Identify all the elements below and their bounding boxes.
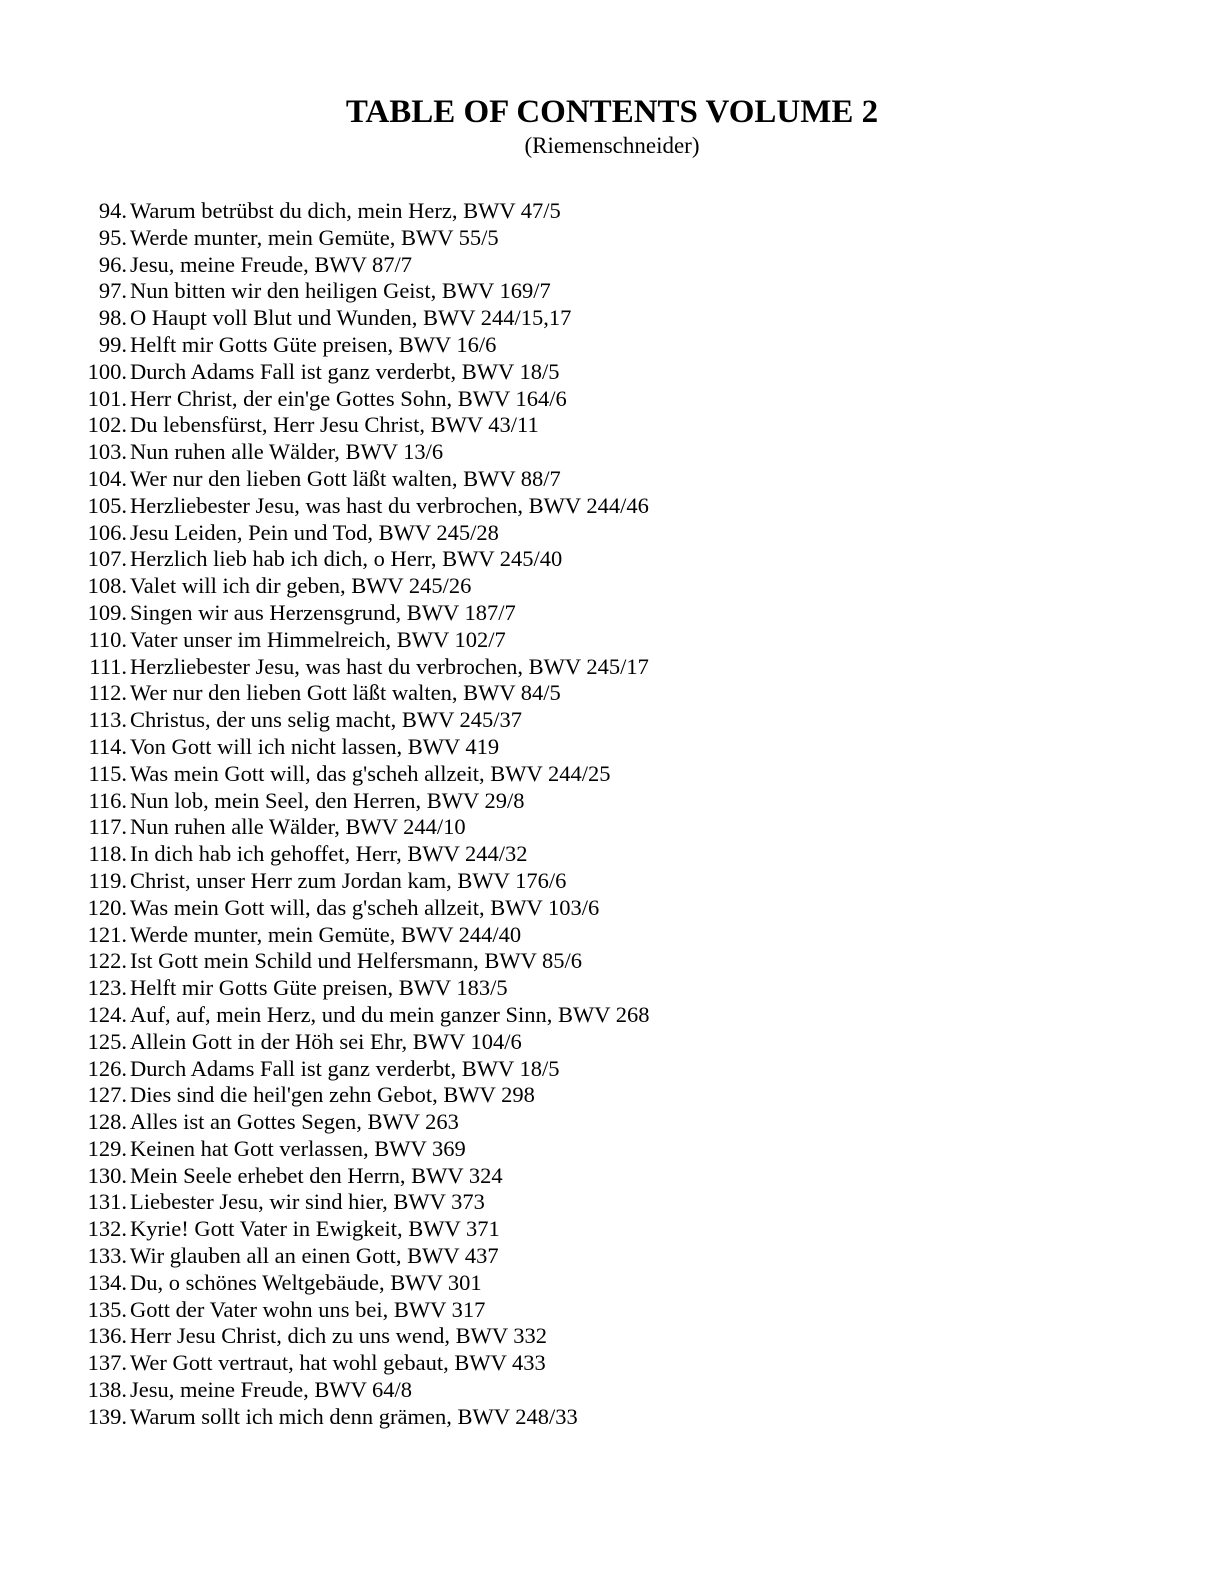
toc-entry-title: Christus, der uns selig macht, BWV 245/37 xyxy=(130,707,523,733)
toc-entry xyxy=(0,1323,1224,1350)
toc-entry-number: 119. xyxy=(88,867,127,893)
toc-entry-number: 108. xyxy=(87,573,127,599)
page-title: TABLE OF CONTENTS VOLUME 2 xyxy=(345,94,879,130)
toc-entry xyxy=(0,707,1224,734)
toc-entry xyxy=(0,1297,1224,1324)
toc-entry xyxy=(0,1029,1224,1056)
toc-entry-number: 117. xyxy=(88,814,127,840)
toc-entry xyxy=(0,1109,1224,1136)
toc-entry-number: 121. xyxy=(87,921,127,947)
toc-entry xyxy=(0,359,1224,386)
toc-entry-number: 107. xyxy=(87,546,127,572)
toc-entry-title: Mein Seele erhebet den Herrn, BWV 324 xyxy=(130,1162,503,1188)
toc-entry-number: 131. xyxy=(87,1189,127,1215)
toc-entry xyxy=(0,975,1224,1002)
toc-entry xyxy=(0,761,1224,788)
toc-entry-title: Wir glauben all an einen Gott, BWV 437 xyxy=(130,1243,499,1269)
toc-entry-title: Jesu, meine Freude, BWV 87/7 xyxy=(130,251,413,277)
toc-entry-title: Kyrie! Gott Vater in Ewigkeit, BWV 371 xyxy=(130,1216,500,1242)
toc-entry-title: Alles ist an Gottes Segen, BWV 263 xyxy=(130,1109,459,1135)
toc-entry xyxy=(0,278,1224,305)
toc-entry-number: 137. xyxy=(87,1350,127,1376)
toc-entry xyxy=(0,1082,1224,1109)
toc-entry xyxy=(0,680,1224,707)
toc-entry-title: Was mein Gott will, das g'scheh allzeit, BWV 103/6 xyxy=(130,894,600,920)
toc-entry xyxy=(0,922,1224,949)
toc-entry-number: 122. xyxy=(87,948,127,974)
toc-entry-number: 135. xyxy=(87,1296,127,1322)
toc-entry-title: Warum betrübst du dich, mein Herz, BWV 47/5 xyxy=(130,198,561,223)
toc-entry-number: 123. xyxy=(87,975,127,1001)
toc-entry xyxy=(0,654,1224,681)
toc-entry-number: 100. xyxy=(87,358,127,384)
toc-entry xyxy=(0,814,1224,841)
toc-entry-title: Durch Adams Fall ist ganz verderbt, BWV 18/5 xyxy=(130,358,560,384)
toc-entry-title: Valet will ich dir geben, BWV 245/26 xyxy=(130,573,472,599)
toc-entry-number: 101. xyxy=(87,385,127,411)
toc-entry-number: 138. xyxy=(87,1377,127,1403)
toc-entry xyxy=(0,1136,1224,1163)
toc-entry xyxy=(0,1163,1224,1190)
toc-entry-number: 133. xyxy=(87,1243,127,1269)
toc-entry-number: 136. xyxy=(87,1323,127,1349)
toc-entry xyxy=(0,841,1224,868)
toc-entry-title: Nun bitten wir den heiligen Geist, BWV 169/7 xyxy=(130,278,551,304)
toc-entry-title: Werde munter, mein Gemüte, BWV 55/5 xyxy=(130,224,499,250)
toc-entry-title: Herr Jesu Christ, dich zu uns wend, BWV 332 xyxy=(130,1323,548,1349)
toc-entry-title: Wer nur den lieben Gott läßt walten, BWV 88/7 xyxy=(130,465,561,491)
toc-entry xyxy=(0,386,1224,413)
toc-entry-number: 118. xyxy=(88,841,127,867)
toc-entry-title: Herzliebester Jesu, was hast du verbrochen, BWV 245/17 xyxy=(130,653,649,679)
toc-entry-number: 115. xyxy=(88,760,127,786)
toc-entry xyxy=(0,1243,1224,1270)
toc-entry-number: 96. xyxy=(98,251,127,277)
toc-entry xyxy=(0,546,1224,573)
toc-entry-title: Allein Gott in der Höh sei Ehr, BWV 104/6 xyxy=(130,1028,522,1054)
toc-entry xyxy=(0,1216,1224,1243)
toc-entry xyxy=(0,520,1224,547)
toc-entry-number: 130. xyxy=(87,1162,127,1188)
toc-entry-title: Nun ruhen alle Wälder, BWV 13/6 xyxy=(130,439,444,465)
toc-entry xyxy=(0,225,1224,252)
document-header xyxy=(0,92,1224,160)
toc-entry-title: Vater unser im Himmelreich, BWV 102/7 xyxy=(130,626,506,652)
toc-entry-number: 139. xyxy=(87,1403,127,1429)
toc-entry xyxy=(0,305,1224,332)
toc-entry xyxy=(0,466,1224,493)
toc-entry-title: Dies sind die heil'gen zehn Gebot, BWV 298 xyxy=(130,1082,535,1108)
toc-entry xyxy=(0,412,1224,439)
toc-entry xyxy=(0,332,1224,359)
toc-entry-number: 103. xyxy=(87,439,127,465)
toc-entry-number: 98. xyxy=(98,305,127,331)
toc-entry xyxy=(0,948,1224,975)
toc-entry-title: Liebester Jesu, wir sind hier, BWV 373 xyxy=(130,1189,485,1215)
toc-entry-number: 94. xyxy=(98,198,127,223)
toc-entry-title: Durch Adams Fall ist ganz verderbt, BWV 18/5 xyxy=(130,1055,560,1081)
page-subtitle: (Riemenschneider) xyxy=(524,133,700,158)
toc-entry-number: 124. xyxy=(87,1001,127,1027)
toc-entry-title: Helft mir Gotts Güte preisen, BWV 183/5 xyxy=(130,975,508,1001)
toc-entry-number: 126. xyxy=(87,1055,127,1081)
toc-entry xyxy=(0,198,1224,225)
toc-entry xyxy=(0,734,1224,761)
toc-entry-title: Singen wir aus Herzensgrund, BWV 187/7 xyxy=(130,599,516,625)
toc-entry-title: Werde munter, mein Gemüte, BWV 244/40 xyxy=(130,921,522,947)
toc-entry-number: 129. xyxy=(87,1135,127,1161)
toc-entry-number: 95. xyxy=(98,224,127,250)
toc-entry-title: Gott der Vater wohn uns bei, BWV 317 xyxy=(130,1296,486,1322)
toc-entry-number: 106. xyxy=(87,519,127,545)
toc-entry-number: 112. xyxy=(88,680,127,706)
toc-entry-number: 105. xyxy=(87,492,127,518)
toc-entry-title: Herzliebester Jesu, was hast du verbrochen, BWV 244/46 xyxy=(130,492,649,518)
toc-entry xyxy=(0,1404,1224,1431)
toc-entry xyxy=(0,1056,1224,1083)
toc-entry-number: 127. xyxy=(87,1082,127,1108)
toc-entry xyxy=(0,493,1224,520)
toc-entry-number: 110. xyxy=(88,626,127,652)
toc-entry-number: 116. xyxy=(88,787,127,813)
toc-entry-number: 104. xyxy=(87,465,127,491)
toc-entry-title: Herr Christ, der ein'ge Gottes Sohn, BWV 164/6 xyxy=(130,385,567,411)
toc-entry xyxy=(0,1270,1224,1297)
toc-entry-title: Auf, auf, mein Herz, und du mein ganzer Sinn, BWV 268 xyxy=(130,1001,650,1027)
toc-entry-number: 132. xyxy=(87,1216,127,1242)
toc-entry-number: 128. xyxy=(87,1109,127,1135)
toc-entry-number: 99. xyxy=(98,331,127,357)
toc-entry-title: Was mein Gott will, das g'scheh allzeit, BWV 244/25 xyxy=(130,760,611,786)
toc-entry-number: 97. xyxy=(98,278,127,304)
toc-entry-number: 113. xyxy=(88,707,127,733)
toc-entry-title: O Haupt voll Blut und Wunden, BWV 244/15,17 xyxy=(130,305,572,331)
toc-entry xyxy=(0,788,1224,815)
toc-entry xyxy=(0,1350,1224,1377)
toc-entry-title: Warum sollt ich mich denn grämen, BWV 248/33 xyxy=(130,1403,578,1429)
toc-entry-title: In dich hab ich gehoffet, Herr, BWV 244/32 xyxy=(130,841,528,867)
toc-entry-title: Wer Gott vertraut, hat wohl gebaut, BWV 433 xyxy=(130,1350,546,1376)
toc-entry-number: 125. xyxy=(87,1028,127,1054)
toc-entry-title: Von Gott will ich nicht lassen, BWV 419 xyxy=(130,733,500,759)
toc-entry-title: Du, o schönes Weltgebäude, BWV 301 xyxy=(130,1269,482,1295)
toc-entry xyxy=(0,439,1224,466)
toc-entry xyxy=(0,1002,1224,1029)
toc-entry-title: Jesu, meine Freude, BWV 64/8 xyxy=(130,1377,413,1403)
toc-entry-title: Helft mir Gotts Güte preisen, BWV 16/6 xyxy=(130,331,497,357)
toc-entry-title: Du lebensfürst, Herr Jesu Christ, BWV 43/11 xyxy=(130,412,539,438)
toc-entry-title: Herzlich lieb hab ich dich, o Herr, BWV 245/40 xyxy=(130,546,563,572)
toc-entry-number: 111. xyxy=(89,653,127,679)
toc-entry xyxy=(0,868,1224,895)
toc-entry-number: 120. xyxy=(87,894,127,920)
toc-entry-number: 134. xyxy=(87,1269,127,1295)
toc-entry-title: Nun lob, mein Seel, den Herren, BWV 29/8 xyxy=(130,787,525,813)
toc-entry-number: 114. xyxy=(88,733,127,759)
toc-entry xyxy=(0,600,1224,627)
toc-entry-title: Wer nur den lieben Gott läßt walten, BWV 84/5 xyxy=(130,680,561,706)
toc-entry-title: Nun ruhen alle Wälder, BWV 244/10 xyxy=(130,814,466,840)
toc-entry xyxy=(0,252,1224,279)
toc-entry-title: Christ, unser Herr zum Jordan kam, BWV 176/6 xyxy=(130,867,567,893)
toc-entry-number: 102. xyxy=(87,412,127,438)
toc-entry xyxy=(0,627,1224,654)
toc-entry-title: Keinen hat Gott verlassen, BWV 369 xyxy=(130,1135,466,1161)
toc-entry-number: 109. xyxy=(87,599,127,625)
toc-entry-title: Jesu Leiden, Pein und Tod, BWV 245/28 xyxy=(130,519,499,545)
toc-entry xyxy=(0,573,1224,600)
table-of-contents-list xyxy=(0,198,1224,1431)
toc-entry xyxy=(0,895,1224,922)
toc-entry-title: Ist Gott mein Schild und Helfersmann, BWV 85/6 xyxy=(130,948,583,974)
toc-entry xyxy=(0,1189,1224,1216)
toc-entry xyxy=(0,1377,1224,1404)
